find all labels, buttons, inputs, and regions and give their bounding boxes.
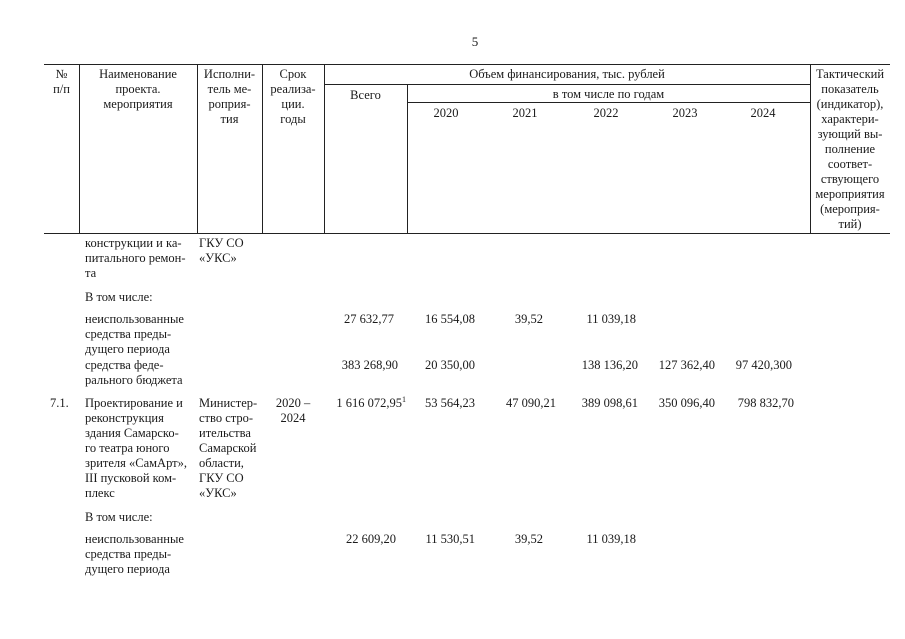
row-value-2021: 39,52 — [514, 312, 543, 326]
row-value-2022: 11 039,18 — [586, 312, 636, 326]
row-value-2020: 16 554,08 — [425, 312, 475, 326]
years-subheader-line — [407, 102, 810, 103]
header-by-years: в том числе по годам — [552, 87, 665, 101]
table-top-border — [44, 64, 890, 65]
row-name: Проектирование и реконструкция здания Самарско- го театра юного зрителя «СамАрт», III пусковой ком- плекс — [85, 396, 187, 500]
page-number: 5 — [471, 34, 479, 49]
header-term: Срок реализа- ции. годы — [270, 67, 316, 126]
row-total: 1 616 072,95$^1$ — [336, 394, 406, 410]
footnote-mark: 1 — [402, 394, 406, 404]
row-value-2021: 39,52 — [514, 532, 543, 546]
header-year-2023: 2023 — [672, 106, 698, 120]
header-bottom-border — [44, 233, 890, 234]
header-year-2020: 2020 — [433, 106, 459, 120]
row-name: неиспользованные средства преды- дущего периода — [85, 312, 184, 356]
row-name: средства феде- рального бюджета — [85, 358, 183, 387]
row-value-2022: 138 136,20 — [581, 358, 638, 372]
row-term: 2020 – 2024 — [275, 396, 311, 425]
row-name: конструкции и ка- питального ремон- та — [85, 236, 186, 280]
row-value-2020: 11 530,51 — [425, 532, 475, 546]
header-executor: Исполни- тель ме- роприя- тия — [203, 67, 256, 126]
funding-subheader-line — [324, 84, 810, 85]
row-subheading: В том числе: — [85, 510, 153, 524]
header-total: Всего — [350, 88, 381, 102]
row-value-2022: 11 039,18 — [586, 532, 636, 546]
header-year-2021: 2021 — [512, 106, 538, 120]
row-value-2022: 389 098,61 — [581, 396, 638, 410]
row-total: 22 609,20 — [346, 532, 396, 546]
row-value-2024: 97 420,300 — [735, 358, 792, 372]
header-indicator: Тактический показатель (индикатор), характери- зующий вы- полнение соответ- ствующего мероприятия (мероприя- тий) — [815, 67, 885, 231]
header-year-2022: 2022 — [593, 106, 619, 120]
row-executor: ГКУ СО «УКС» — [199, 236, 244, 265]
row-name: неиспользованные средства преды- дущего периода — [85, 532, 184, 576]
row-value-2024: 798 832,70 — [737, 396, 794, 410]
row-subheading: В том числе: — [85, 290, 153, 304]
header-funding: Объем финансирования, тыс. рублей — [469, 67, 665, 81]
row-total: 27 632,77 — [344, 312, 394, 326]
header-name: Наименование проекта. мероприятия — [99, 67, 177, 111]
row-value-2020: 20 350,00 — [425, 358, 475, 372]
row-value-2021: 47 090,21 — [506, 396, 556, 410]
row-number: 7.1. — [50, 396, 69, 410]
row-total: 383 268,90 — [341, 358, 398, 372]
row-value-2023: 350 096,40 — [658, 396, 715, 410]
row-executor: Министер- ство стро- ительства Самарской области, ГКУ СО «УКС» — [199, 396, 258, 500]
header-year-2024: 2024 — [750, 106, 776, 120]
row-value-2020: 53 564,23 — [425, 396, 475, 410]
header-num: № п/п — [53, 67, 70, 96]
row-value-2023: 127 362,40 — [658, 358, 715, 372]
